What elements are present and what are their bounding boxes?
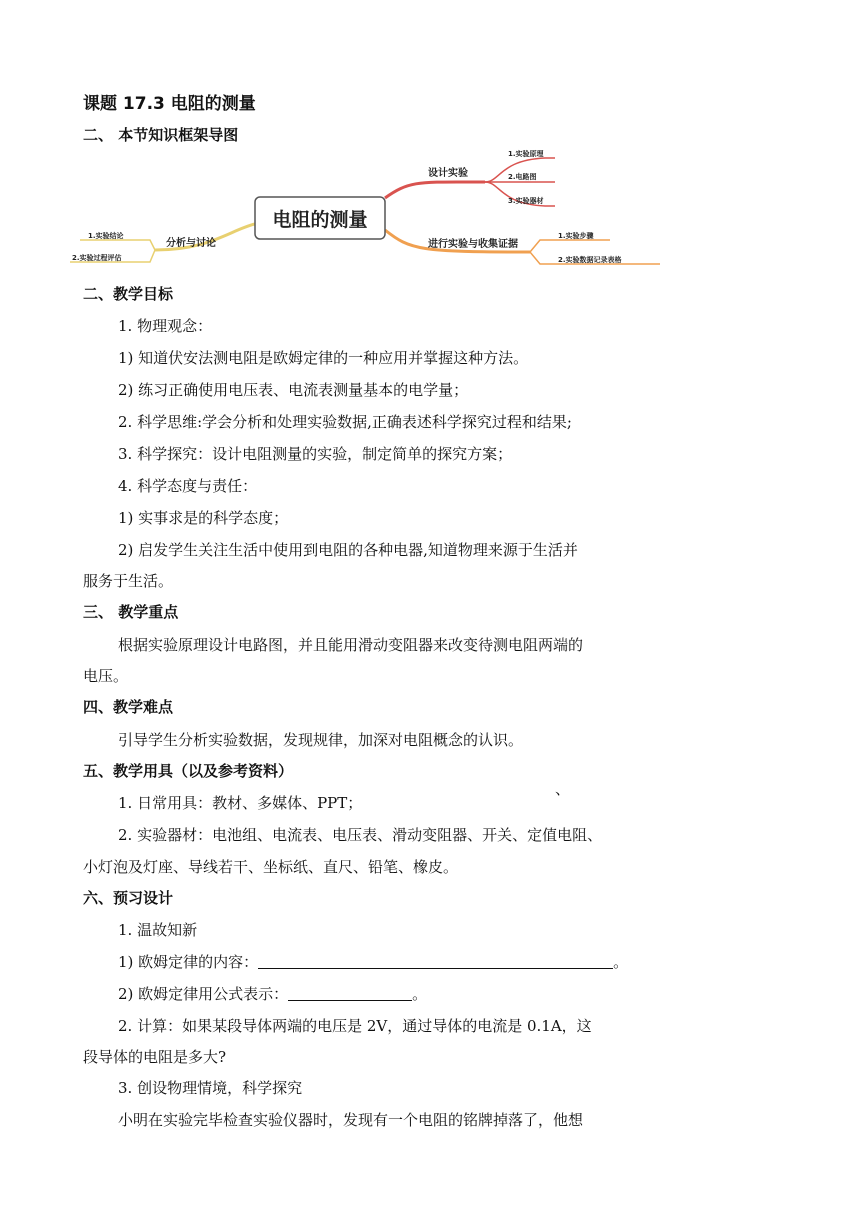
preview-question-2: 2) 欧姆定律用公式表示： 。	[118, 985, 428, 1003]
key-text: 电压。	[83, 667, 129, 685]
section-preview-heading: 六、预习设计	[83, 889, 174, 907]
tool-line: 小灯泡及灯座、导线若干、坐标纸、直尺、铅笔、橡皮。	[83, 858, 459, 876]
tool-line: 2. 实验器材：电池组、电流表、电压表、滑动变阻器、开关、定值电阻、	[118, 826, 603, 844]
section-tools-heading: 五、教学用具（以及参考资料）	[83, 762, 294, 780]
goal-line: 3. 科学探究：设计电阻测量的实验，制定简单的探究方案；	[118, 445, 513, 463]
mindmap	[60, 140, 690, 275]
page-title: 课题 17.3 电阻的测量	[83, 94, 256, 114]
preview-item: 3. 创设物理情境，科学探究	[118, 1079, 303, 1097]
answer-blank[interactable]	[288, 985, 412, 1001]
mindmap-analysis-item: 2.实验过程评估	[72, 254, 122, 262]
preview-calc: 2. 计算：如果某段导体两端的电压是 2V，通过导体的电流是 0.1A，这	[118, 1017, 592, 1035]
preview-calc: 段导体的电阻是多大?	[83, 1048, 227, 1066]
mindmap-conduct-label: 进行实验与收集证据	[428, 239, 518, 250]
mindmap-conduct-item: 1.实验步骤	[558, 232, 594, 240]
mindmap-center-label: 电阻的测量	[272, 209, 368, 231]
key-text: 根据实验原理设计电路图，并且能用滑动变阻器来改变待测电阻两端的	[118, 636, 584, 654]
goal-line: 2) 启发学生关注生活中使用到电阻的各种电器,知道物理来源于生活并	[118, 541, 578, 559]
goal-line: 1) 知道伏安法测电阻是欧姆定律的一种应用并掌握这种方法。	[118, 349, 529, 367]
section-key-heading: 三、 教学重点	[83, 603, 179, 621]
preview-story: 小明在实验完毕检查实验仪器时，发现有一个电阻的铭牌掉落了，他想	[118, 1111, 584, 1129]
goal-line: 1) 实事求是的科学态度；	[118, 509, 289, 527]
preview-question-1: 1) 欧姆定律的内容： 。	[118, 953, 629, 971]
answer-blank[interactable]	[258, 953, 613, 969]
tool-line: 1. 日常用具：教材、多媒体、PPT；	[118, 794, 363, 812]
goal-line: 服务于生活。	[83, 572, 174, 590]
goal-line: 2) 练习正确使用电压表、电流表测量基本的电学量；	[118, 381, 469, 399]
goal-line: 1. 物理观念：	[118, 317, 213, 335]
mindmap-design-item: 3.实验器材	[508, 197, 544, 205]
stray-mark: 、	[555, 780, 571, 798]
mindmap-design-item: 2.电路图	[508, 173, 537, 181]
mindmap-conduct-item: 2.实验数据记录表格	[558, 256, 622, 264]
goal-line: 2. 科学思维:学会分析和处理实验数据,正确表述科学探究过程和结果;	[118, 413, 572, 431]
mindmap-design-label: 设计实验	[428, 168, 468, 179]
mindmap-design-item: 1.实验原理	[508, 150, 544, 158]
goal-line: 4. 科学态度与责任：	[118, 477, 258, 495]
section-framework-heading: 二、 本节知识框架导图	[83, 126, 239, 144]
difficulty-text: 引导学生分析实验数据，发现规律，加深对电阻概念的认识。	[118, 731, 524, 749]
section-goals-heading: 二、教学目标	[83, 285, 174, 303]
section-difficulty-heading: 四、教学难点	[83, 698, 174, 716]
mindmap-analysis-label: 分析与讨论	[166, 238, 216, 249]
mindmap-branch-design	[385, 182, 485, 198]
mindmap-analysis-item: 1.实验结论	[88, 232, 124, 240]
preview-item: 1. 温故知新	[118, 921, 198, 939]
